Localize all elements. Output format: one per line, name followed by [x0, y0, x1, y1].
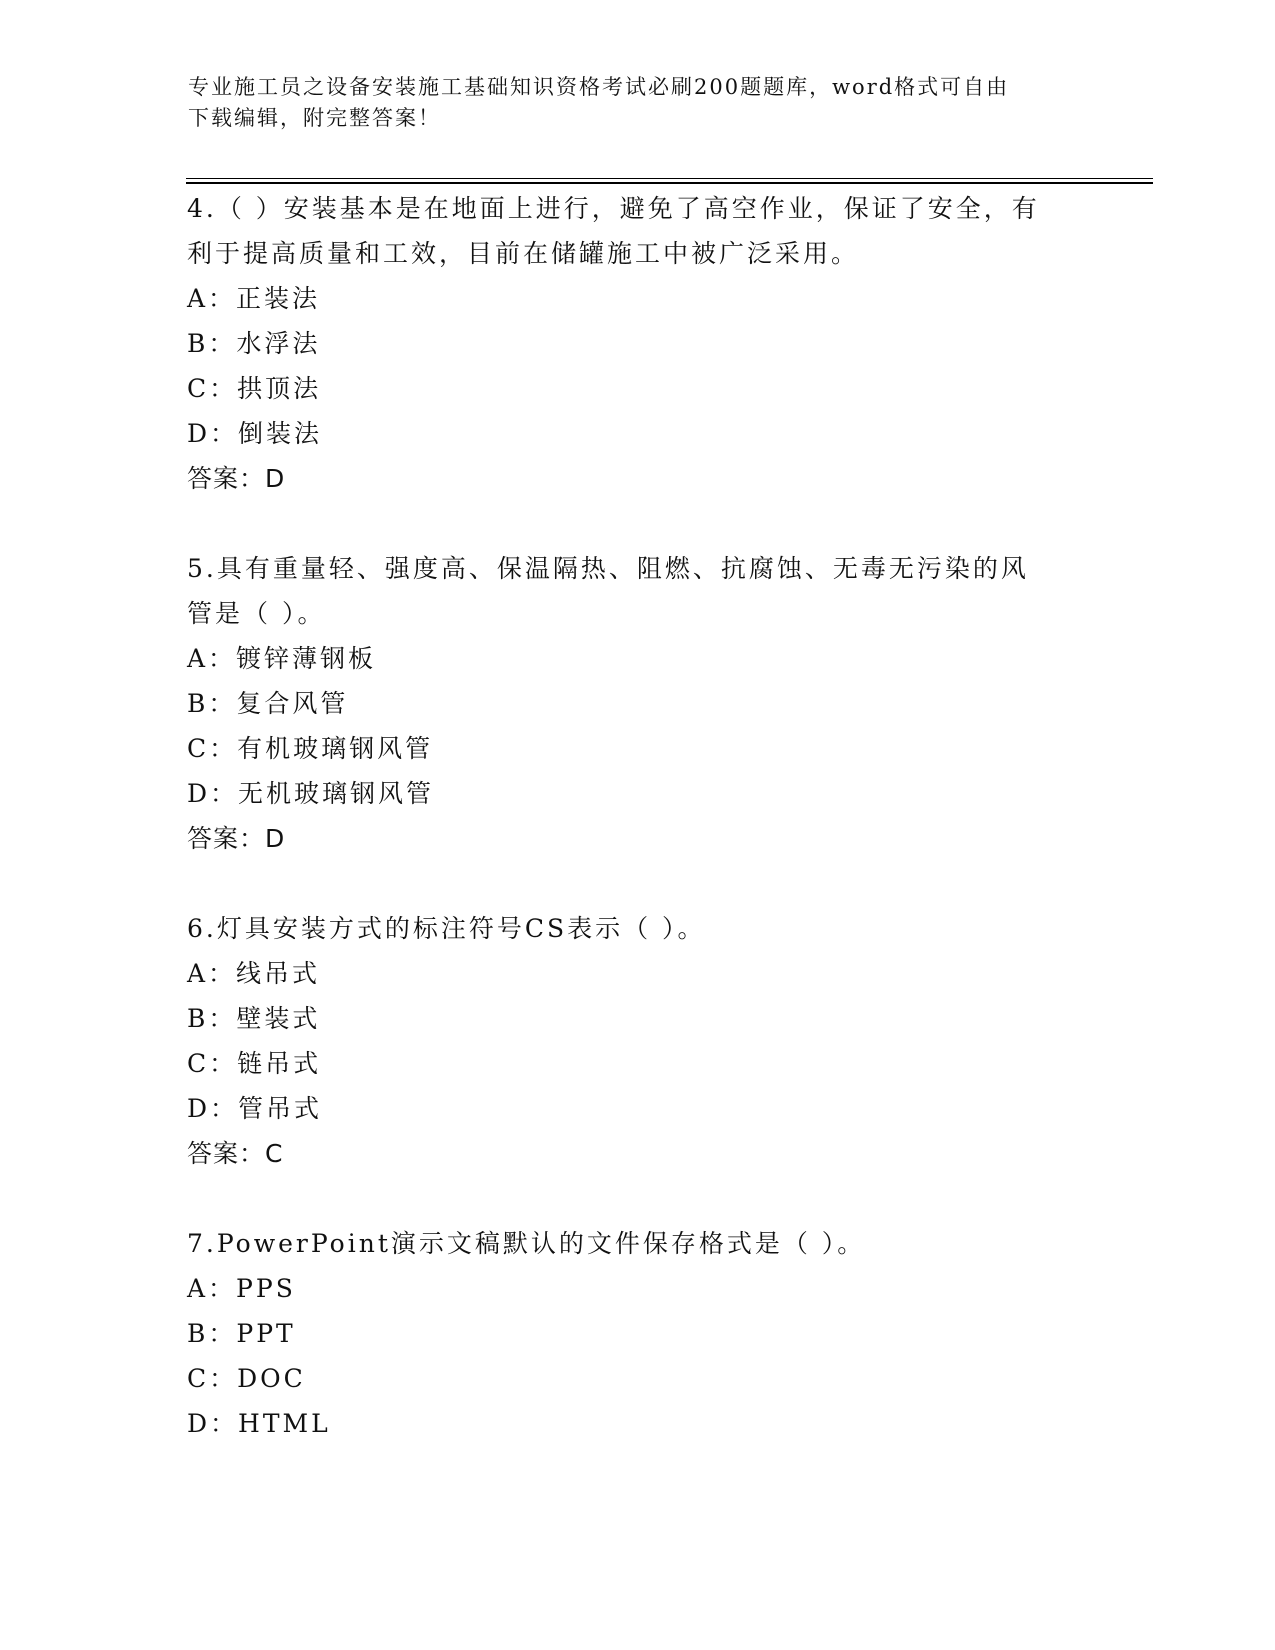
option-a: A：镀锌薄钢板 — [187, 644, 377, 673]
option-b: B：壁装式 — [187, 1004, 321, 1033]
document-header — [188, 72, 1088, 134]
option-a: A：线吊式 — [187, 959, 321, 988]
option-a: A：PPS — [187, 1274, 296, 1303]
header-line-1: 专业施工员之设备安装施工基础知识资格考试必刷200题题库，word格式可自由 — [188, 75, 1010, 99]
question-stem-line: 5.具有重量轻、强度高、保温隔热、阻燃、抗腐蚀、无毒无污染的风 — [187, 554, 1029, 583]
option-a: A：正装法 — [187, 284, 321, 313]
question-stem-line: 4.（ ）安装基本是在地面上进行，避免了高空作业，保证了安全，有 — [187, 194, 1040, 223]
option-b: B：水浮法 — [187, 329, 321, 358]
option-c: C：链吊式 — [187, 1049, 322, 1078]
option-c: C：有机玻璃钢风管 — [187, 734, 434, 763]
option-d: D：HTML — [187, 1409, 331, 1438]
answer-line: 答案：D — [187, 464, 286, 493]
question-stem-line: 6.灯具安装方式的标注符号CS表示（ ）。 — [187, 914, 706, 943]
option-d: D：管吊式 — [187, 1094, 323, 1123]
header-divider-thick — [186, 182, 1153, 184]
question-stem-line: 7.PowerPoint演示文稿默认的文件保存格式是（ ）。 — [187, 1229, 866, 1258]
header-line-2: 下载编辑，附完整答案！ — [188, 106, 441, 130]
question-7 — [187, 1221, 1087, 1446]
header-divider-thin — [186, 178, 1153, 179]
question-4 — [187, 186, 1087, 501]
question-stem-line: 利于提高质量和工效，目前在储罐施工中被广泛采用。 — [187, 239, 860, 268]
question-5 — [187, 546, 1087, 861]
answer-line: 答案：C — [187, 1139, 284, 1168]
option-b: B：复合风管 — [187, 689, 349, 718]
question-6 — [187, 906, 1087, 1176]
option-d: D：倒装法 — [187, 419, 323, 448]
option-c: C：DOC — [187, 1364, 306, 1393]
question-stem-line: 管是（ ）。 — [187, 599, 326, 628]
answer-line: 答案：D — [187, 824, 286, 853]
option-c: C：拱顶法 — [187, 374, 322, 403]
option-b: B：PPT — [187, 1319, 296, 1348]
option-d: D：无机玻璃钢风管 — [187, 779, 435, 808]
